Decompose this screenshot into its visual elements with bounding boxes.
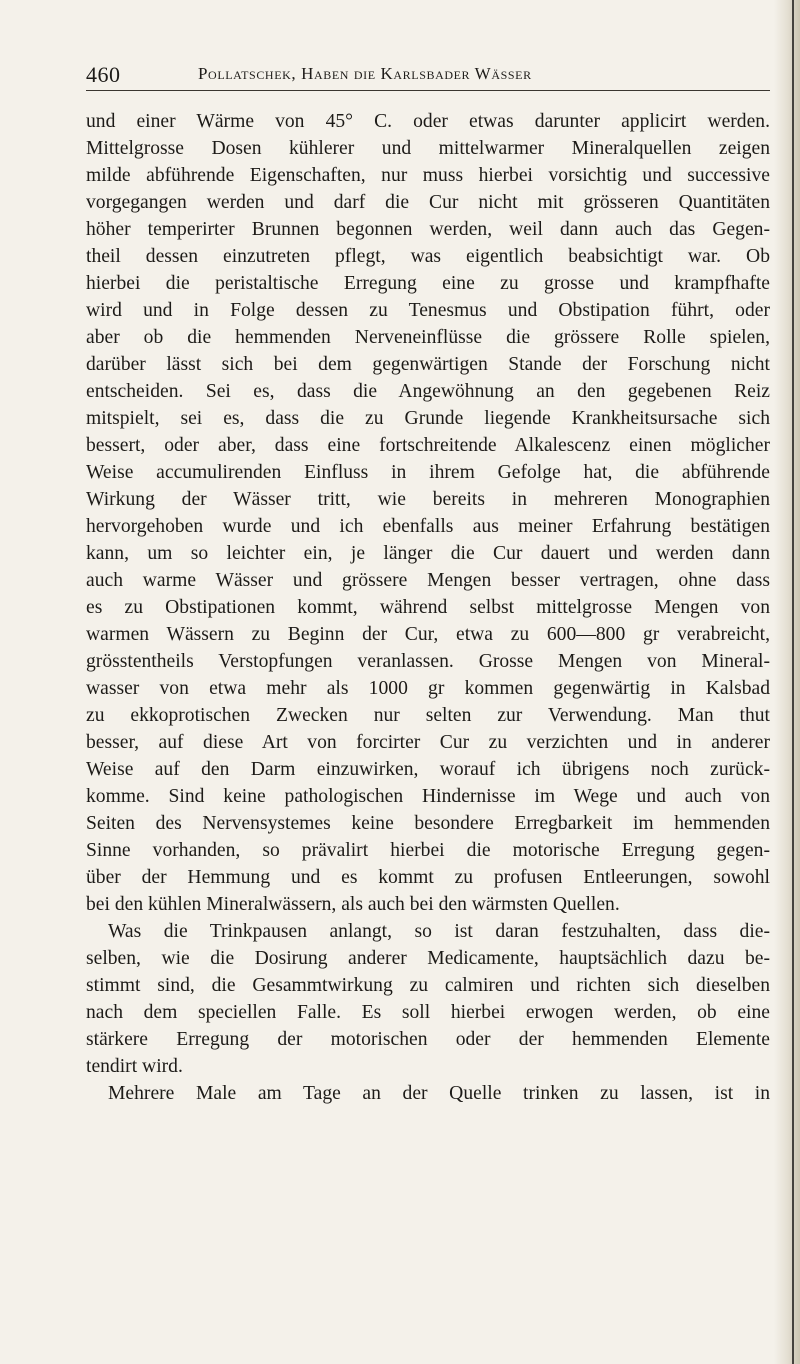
text-line: höher temperirter Brunnen begonnen werden, weil dann auch das Gegen- bbox=[86, 219, 770, 240]
text-line: besser, auf diese Art von forcirter Cur zu verzichten und in anderer bbox=[86, 732, 770, 753]
text-line: wasser von etwa mehr als 1000 gr kommen gegenwärtig in Kalsbad bbox=[86, 678, 770, 699]
text-line: Weise auf den Darm einzuwirken, worauf ich übrigens noch zurück- bbox=[86, 759, 770, 780]
text-line: selben, wie die Dosirung anderer Medicamente, hauptsächlich dazu be- bbox=[86, 948, 770, 969]
text-line: aber ob die hemmenden Nerveneinflüsse die grössere Rolle spielen, bbox=[86, 327, 770, 348]
text-line: bessert, oder aber, dass eine fortschreitende Alkalescenz einen möglicher bbox=[86, 435, 770, 456]
text-line: vorgegangen werden und darf die Cur nicht mit grösseren Quantitäten bbox=[86, 192, 770, 213]
header-rule bbox=[86, 90, 770, 91]
text-line: Wirkung der Wässer tritt, wie bereits in mehreren Monographien bbox=[86, 489, 770, 510]
text-line: hierbei die peristaltische Erregung eine zu grosse und krampfhafte bbox=[86, 273, 770, 294]
text-line: Mittelgrosse Dosen kühlerer und mittelwarmer Mineralquellen zeigen bbox=[86, 138, 770, 159]
text-line: entscheiden. Sei es, dass die Angewöhnung an den gegebenen Reiz bbox=[86, 381, 770, 402]
text-line: auch warme Wässer und grössere Mengen besser vertragen, ohne dass bbox=[86, 570, 770, 591]
text-line: tendirt wird. bbox=[86, 1056, 183, 1077]
text-line: und einer Wärme von 45° C. oder etwas darunter applicirt werden. bbox=[86, 111, 770, 132]
text-line: warmen Wässern zu Beginn der Cur, etwa zu 600—800 gr verabreicht, bbox=[86, 624, 770, 645]
body-text bbox=[86, 108, 770, 1107]
text-line: wird und in Folge dessen zu Tenesmus und Obstipation führt, oder bbox=[86, 300, 770, 321]
text-line: komme. Sind keine pathologischen Hindernisse im Wege und auch von bbox=[86, 786, 770, 807]
text-line: Was die Trinkpausen anlangt, so ist daran festzuhalten, dass die- bbox=[108, 921, 770, 942]
page-number: 460 bbox=[86, 62, 121, 87]
page-header bbox=[86, 56, 770, 90]
text-line: bei den kühlen Mineralwässern, als auch bei den wärmsten Quellen. bbox=[86, 894, 620, 915]
text-line: darüber lässt sich bei dem gegenwärtigen Stande der Forschung nicht bbox=[86, 354, 770, 375]
text-line: über der Hemmung und es kommt zu profusen Entleerungen, sowohl bbox=[86, 867, 770, 888]
text-line: grösstentheils Verstopfungen veranlassen. Grosse Mengen von Mineral- bbox=[86, 651, 770, 672]
text-line: Seiten des Nervensystemes keine besondere Erregbarkeit im hemmenden bbox=[86, 813, 770, 834]
text-line: kann, um so leichter ein, je länger die Cur dauert und werden dann bbox=[86, 543, 770, 564]
text-line: Mehrere Male am Tage an der Quelle trinken zu lassen, ist in bbox=[108, 1083, 770, 1104]
text-line: stärkere Erregung der motorischen oder der hemmenden Elemente bbox=[86, 1029, 770, 1050]
text-line: Weise accumulirenden Einfluss in ihrem Gefolge hat, die abführende bbox=[86, 462, 770, 483]
text-line: milde abführende Eigenschaften, nur muss hierbei vorsichtig und successive bbox=[86, 165, 770, 186]
text-line: es zu Obstipationen kommt, während selbst mittelgrosse Mengen von bbox=[86, 597, 770, 618]
text-line: theil dessen einzutreten pflegt, was eigentlich beabsichtigt war. Ob bbox=[86, 246, 770, 267]
text-line: mitspielt, sei es, dass die zu Grunde liegende Krankheitsursache sich bbox=[86, 408, 770, 429]
text-line: hervorgehoben wurde und ich ebenfalls aus meiner Erfahrung bestätigen bbox=[86, 516, 770, 537]
text-line: Sinne vorhanden, so prävalirt hierbei die motorische Erregung gegen- bbox=[86, 840, 770, 861]
page-edge-shadow bbox=[774, 0, 800, 1364]
running-title: Pollatschek, Haben die Karlsbader Wässer bbox=[198, 64, 532, 83]
text-line: stimmt sind, die Gesammtwirkung zu calmiren und richten sich dieselben bbox=[86, 975, 770, 996]
text-line: zu ekkoprotischen Zwecken nur selten zur Verwendung. Man thut bbox=[86, 705, 770, 726]
page-edge-line bbox=[792, 0, 794, 1364]
text-line: nach dem speciellen Falle. Es soll hierbei erwogen werden, ob eine bbox=[86, 1002, 770, 1023]
